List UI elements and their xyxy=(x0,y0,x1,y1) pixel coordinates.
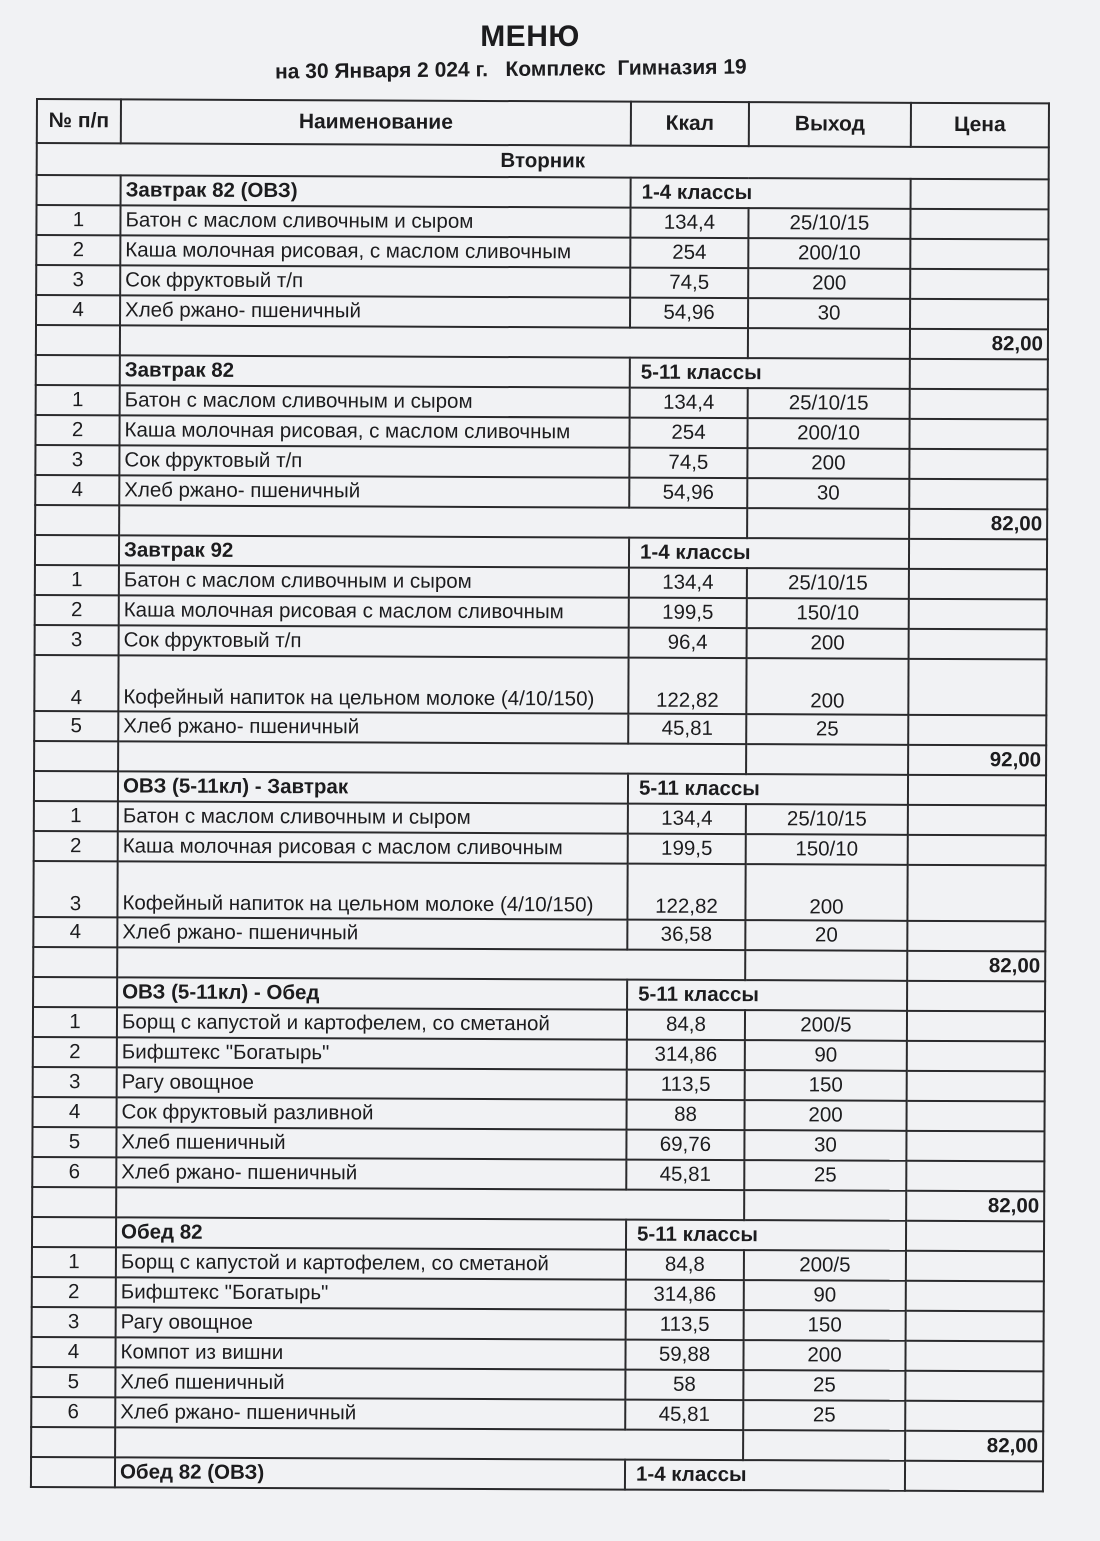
section-price-cell xyxy=(907,981,1045,1012)
table-row xyxy=(33,917,1045,951)
item-name: Сок фруктовый т/п xyxy=(120,265,630,297)
item-name: Сок фруктовый разливной xyxy=(117,1097,627,1129)
section-total: 82,00 xyxy=(906,1191,1044,1222)
item-name: Хлеб ржано- пшеничный xyxy=(119,475,629,507)
item-output: 30 xyxy=(748,298,910,329)
section-classes: 5-11 классы xyxy=(627,980,907,1011)
item-name: Хлеб пшеничный xyxy=(115,1367,625,1399)
table-row xyxy=(32,1157,1044,1191)
item-kcal: 254 xyxy=(630,238,748,269)
section-classes: 1-4 классы xyxy=(629,538,909,569)
section-title: Завтрак 92 xyxy=(119,535,629,567)
item-output: 150 xyxy=(745,1070,907,1101)
section-header-row xyxy=(31,1457,1043,1491)
section-num-cell xyxy=(35,535,119,565)
section-title: Обед 82 (ОВЗ) xyxy=(115,1457,625,1489)
item-kcal: 84,8 xyxy=(627,1010,745,1041)
col-kcal-header: Ккал xyxy=(631,102,749,147)
section-title: ОВЗ (5-11кл) - Завтрак xyxy=(118,771,628,803)
section-total: 82,00 xyxy=(910,329,1048,360)
page-title: МЕНЮ xyxy=(480,20,580,53)
item-output: 200 xyxy=(743,1340,905,1371)
section-classes: 5-11 классы xyxy=(628,774,908,805)
table-row xyxy=(36,385,1048,419)
item-name: Кофейный напиток на цельном молоке (4/10/150) xyxy=(118,655,628,713)
item-price xyxy=(907,1101,1045,1132)
item-name: Хлеб ржано- пшеничный xyxy=(116,1157,626,1189)
item-name: Хлеб ржано- пшеничный xyxy=(117,917,627,949)
item-price xyxy=(909,599,1047,630)
total-label-cell xyxy=(120,325,748,358)
section-classes: 1-4 классы xyxy=(625,1460,905,1491)
item-output: 200 xyxy=(746,658,908,715)
item-kcal: 36,58 xyxy=(627,920,745,951)
item-price xyxy=(907,921,1045,952)
total-output-cell xyxy=(744,1190,906,1221)
total-num-cell xyxy=(34,741,118,771)
item-price xyxy=(906,1251,1044,1282)
section-title: ОВЗ (5-11кл) - Обед xyxy=(117,977,627,1009)
section-price-cell xyxy=(906,1221,1044,1252)
section-header-row xyxy=(37,175,1049,209)
table-row xyxy=(32,1277,1044,1311)
item-price xyxy=(908,805,1046,836)
table-row xyxy=(34,711,1046,745)
item-number: 1 xyxy=(33,1007,117,1037)
item-output: 25/10/15 xyxy=(748,208,910,239)
item-kcal: 254 xyxy=(629,418,747,449)
item-number: 3 xyxy=(32,1307,116,1337)
item-name: Бифштекс "Богатырь" xyxy=(117,1037,627,1069)
section-price-cell xyxy=(905,1461,1043,1492)
item-price xyxy=(906,1311,1044,1342)
item-number: 3 xyxy=(35,445,119,475)
table-row xyxy=(33,1097,1045,1131)
table-row xyxy=(34,655,1046,715)
item-kcal: 88 xyxy=(627,1100,745,1131)
item-number: 2 xyxy=(36,235,120,265)
item-kcal: 96,4 xyxy=(629,628,747,659)
item-number: 6 xyxy=(31,1397,115,1427)
item-name: Каша молочная рисовая с маслом сливочным xyxy=(119,595,629,627)
item-price xyxy=(910,299,1048,330)
item-kcal: 314,86 xyxy=(626,1280,744,1311)
item-output: 25 xyxy=(744,1160,906,1191)
item-name: Каша молочная рисовая, с маслом сливочным xyxy=(120,235,630,267)
item-output: 20 xyxy=(745,920,907,951)
total-row xyxy=(32,1187,1044,1221)
section-header-row xyxy=(33,977,1045,1011)
item-output: 200/10 xyxy=(747,418,909,449)
total-num-cell xyxy=(31,1427,115,1457)
item-kcal: 199,5 xyxy=(628,834,746,865)
item-kcal: 122,82 xyxy=(628,658,746,715)
section-total: 82,00 xyxy=(907,951,1045,982)
total-row xyxy=(36,325,1048,359)
item-price xyxy=(907,1041,1045,1072)
item-number: 1 xyxy=(36,205,120,235)
item-output: 200 xyxy=(747,628,909,659)
table-row xyxy=(36,205,1048,239)
item-output: 200/10 xyxy=(748,238,910,269)
item-name: Рагу овощное xyxy=(117,1067,627,1099)
item-output: 150/10 xyxy=(746,834,908,865)
item-name: Хлеб ржано- пшеничный xyxy=(118,711,628,743)
item-price xyxy=(910,239,1048,270)
item-output: 90 xyxy=(745,1040,907,1071)
item-kcal: 74,5 xyxy=(630,268,748,299)
table-row xyxy=(33,1007,1045,1041)
item-kcal: 134,4 xyxy=(630,388,748,419)
item-kcal: 74,5 xyxy=(629,448,747,479)
item-price xyxy=(910,269,1048,300)
item-price xyxy=(910,389,1048,420)
item-number: 2 xyxy=(34,831,118,861)
item-kcal: 45,81 xyxy=(625,1400,743,1431)
item-name: Кофейный напиток на цельном молоке (4/10/150) xyxy=(117,861,627,919)
section-title: Обед 82 xyxy=(116,1217,626,1249)
section-num-cell xyxy=(34,771,118,801)
total-row xyxy=(34,741,1046,775)
item-kcal: 134,4 xyxy=(630,208,748,239)
total-output-cell xyxy=(743,1430,905,1461)
item-name: Бифштекс "Богатырь" xyxy=(116,1277,626,1309)
total-output-cell xyxy=(748,328,910,359)
item-kcal: 54,96 xyxy=(629,478,747,509)
item-kcal: 113,5 xyxy=(626,1310,744,1341)
item-name: Борщ с капустой и картофелем, со сметаной xyxy=(117,1007,627,1039)
section-num-cell xyxy=(31,1457,115,1487)
item-output: 25/10/15 xyxy=(748,388,910,419)
item-output: 200/5 xyxy=(745,1010,907,1041)
section-classes: 5-11 классы xyxy=(626,1220,906,1251)
item-price xyxy=(905,1341,1043,1372)
total-row xyxy=(31,1427,1043,1461)
item-kcal: 134,4 xyxy=(628,804,746,835)
table-row xyxy=(33,1037,1045,1071)
item-number: 1 xyxy=(35,565,119,595)
item-kcal: 84,8 xyxy=(626,1250,744,1281)
section-total: 82,00 xyxy=(905,1431,1043,1462)
table-row xyxy=(32,1307,1044,1341)
total-label-cell xyxy=(116,1187,744,1220)
item-name: Батон с маслом сливочным и сыром xyxy=(118,801,628,833)
day-row xyxy=(37,143,1049,179)
item-price xyxy=(909,569,1047,600)
item-number: 4 xyxy=(31,1337,115,1367)
section-price-cell xyxy=(908,775,1046,806)
total-num-cell xyxy=(33,947,117,977)
total-label-cell xyxy=(115,1427,743,1460)
table-row xyxy=(31,1337,1043,1371)
item-price xyxy=(907,1071,1045,1102)
item-output: 30 xyxy=(747,478,909,509)
table-row xyxy=(31,1367,1043,1401)
item-kcal: 314,86 xyxy=(627,1040,745,1071)
table-row xyxy=(36,265,1048,299)
item-number: 2 xyxy=(32,1277,116,1307)
item-output: 25 xyxy=(746,714,908,745)
section-num-cell xyxy=(37,175,121,205)
item-output: 25 xyxy=(743,1400,905,1431)
item-number: 3 xyxy=(35,625,119,655)
item-kcal: 45,81 xyxy=(626,1160,744,1191)
item-name: Батон с маслом сливочным и сыром xyxy=(120,385,630,417)
table-row xyxy=(35,625,1047,659)
item-name: Хлеб пшеничный xyxy=(116,1127,626,1159)
item-price xyxy=(905,1371,1043,1402)
section-num-cell xyxy=(33,977,117,1007)
table-row xyxy=(33,861,1045,921)
item-name: Борщ с капустой и картофелем, со сметаной xyxy=(116,1247,626,1279)
item-number: 4 xyxy=(35,475,119,505)
menu-table xyxy=(30,98,1050,1492)
item-output: 90 xyxy=(744,1280,906,1311)
item-kcal: 199,5 xyxy=(629,598,747,629)
table-row xyxy=(35,475,1047,509)
item-price xyxy=(909,449,1047,480)
item-number: 2 xyxy=(35,595,119,625)
item-number: 6 xyxy=(32,1157,116,1187)
day-label: Вторник xyxy=(37,143,1049,179)
item-kcal: 58 xyxy=(625,1370,743,1401)
item-output: 200 xyxy=(747,448,909,479)
item-number: 3 xyxy=(33,1067,117,1097)
item-name: Батон с маслом сливочным и сыром xyxy=(120,205,630,237)
total-output-cell xyxy=(746,744,908,775)
item-output: 30 xyxy=(744,1130,906,1161)
item-kcal: 45,81 xyxy=(628,714,746,745)
item-output: 200/5 xyxy=(744,1250,906,1281)
item-output: 25/10/15 xyxy=(746,804,908,835)
table-row xyxy=(34,801,1046,835)
total-num-cell xyxy=(32,1187,116,1217)
section-num-cell xyxy=(32,1217,116,1247)
item-number: 1 xyxy=(36,385,120,415)
table-row xyxy=(32,1247,1044,1281)
section-classes: 5-11 классы xyxy=(630,358,910,389)
item-number: 2 xyxy=(35,415,119,445)
table-row xyxy=(36,235,1048,269)
table-row xyxy=(35,445,1047,479)
item-kcal: 69,76 xyxy=(626,1130,744,1161)
table-row xyxy=(31,1397,1043,1431)
section-header-row xyxy=(34,771,1046,805)
item-output: 150/10 xyxy=(747,598,909,629)
item-kcal: 113,5 xyxy=(627,1070,745,1101)
table-row xyxy=(36,295,1048,329)
section-classes: 1-4 классы xyxy=(631,178,911,209)
table-row xyxy=(35,415,1047,449)
item-number: 4 xyxy=(36,295,120,325)
col-num-header: № п/п xyxy=(37,99,121,143)
item-name: Хлеб ржано- пшеничный xyxy=(115,1397,625,1429)
header-row xyxy=(37,99,1049,147)
menu-body xyxy=(31,143,1049,1491)
item-price xyxy=(906,1161,1044,1192)
item-kcal: 122,82 xyxy=(627,864,745,921)
item-price xyxy=(906,1131,1044,1162)
item-output: 200 xyxy=(745,864,907,921)
item-price xyxy=(909,479,1047,510)
item-name: Рагу овощное xyxy=(116,1307,626,1339)
section-num-cell xyxy=(36,355,120,385)
item-number: 1 xyxy=(34,801,118,831)
item-price xyxy=(907,865,1045,922)
item-price xyxy=(906,1281,1044,1312)
item-output: 200 xyxy=(748,268,910,299)
item-price xyxy=(908,835,1046,866)
total-row xyxy=(35,505,1047,539)
item-name: Хлеб ржано- пшеничный xyxy=(120,295,630,327)
item-name: Компот из вишни xyxy=(115,1337,625,1369)
total-row xyxy=(33,947,1045,981)
item-output: 200 xyxy=(745,1100,907,1131)
total-num-cell xyxy=(36,325,120,355)
table-row xyxy=(34,831,1046,865)
item-number: 5 xyxy=(31,1367,115,1397)
table-row xyxy=(35,565,1047,599)
section-total: 92,00 xyxy=(908,745,1046,776)
section-header-row xyxy=(36,355,1048,389)
table-row xyxy=(33,1067,1045,1101)
item-name: Сок фруктовый т/п xyxy=(119,625,629,657)
item-output: 150 xyxy=(744,1310,906,1341)
item-price xyxy=(905,1401,1043,1432)
section-price-cell xyxy=(909,539,1047,570)
section-price-cell xyxy=(910,359,1048,390)
item-number: 5 xyxy=(32,1127,116,1157)
item-price xyxy=(908,659,1046,716)
total-output-cell xyxy=(745,950,907,981)
item-kcal: 59,88 xyxy=(625,1340,743,1371)
section-total: 82,00 xyxy=(909,509,1047,540)
item-kcal: 134,4 xyxy=(629,568,747,599)
page-subtitle: на 30 Января 2 024 г. Комплекс Гимназия 19 xyxy=(274,55,747,84)
item-number: 3 xyxy=(36,265,120,295)
table-row xyxy=(32,1127,1044,1161)
item-number: 4 xyxy=(34,655,118,711)
item-output: 25 xyxy=(743,1370,905,1401)
section-header-row xyxy=(32,1217,1044,1251)
col-name-header: Наименование xyxy=(121,99,631,145)
item-price xyxy=(909,419,1047,450)
total-label-cell xyxy=(118,741,746,774)
col-output-header: Выход xyxy=(749,102,911,147)
item-number: 2 xyxy=(33,1037,117,1067)
section-price-cell xyxy=(911,179,1049,210)
item-number: 3 xyxy=(33,861,117,917)
table-row xyxy=(35,595,1047,629)
item-price xyxy=(908,715,1046,746)
total-output-cell xyxy=(747,508,909,539)
item-name: Каша молочная рисовая с маслом сливочным xyxy=(118,831,628,863)
total-num-cell xyxy=(35,505,119,535)
item-number: 5 xyxy=(34,711,118,741)
item-price xyxy=(909,629,1047,660)
item-output: 25/10/15 xyxy=(747,568,909,599)
item-kcal: 54,96 xyxy=(630,298,748,329)
col-price-header: Цена xyxy=(911,103,1049,148)
section-title: Завтрак 82 xyxy=(120,355,630,387)
item-number: 4 xyxy=(33,917,117,947)
item-number: 4 xyxy=(33,1097,117,1127)
item-name: Сок фруктовый т/п xyxy=(119,445,629,477)
total-label-cell xyxy=(119,505,747,538)
section-header-row xyxy=(35,535,1047,569)
item-price xyxy=(910,209,1048,240)
section-title: Завтрак 82 (ОВЗ) xyxy=(121,175,631,207)
item-name: Каша молочная рисовая, с маслом сливочным xyxy=(119,415,629,447)
item-number: 1 xyxy=(32,1247,116,1277)
item-name: Батон с маслом сливочным и сыром xyxy=(119,565,629,597)
item-price xyxy=(907,1011,1045,1042)
total-label-cell xyxy=(117,947,745,980)
